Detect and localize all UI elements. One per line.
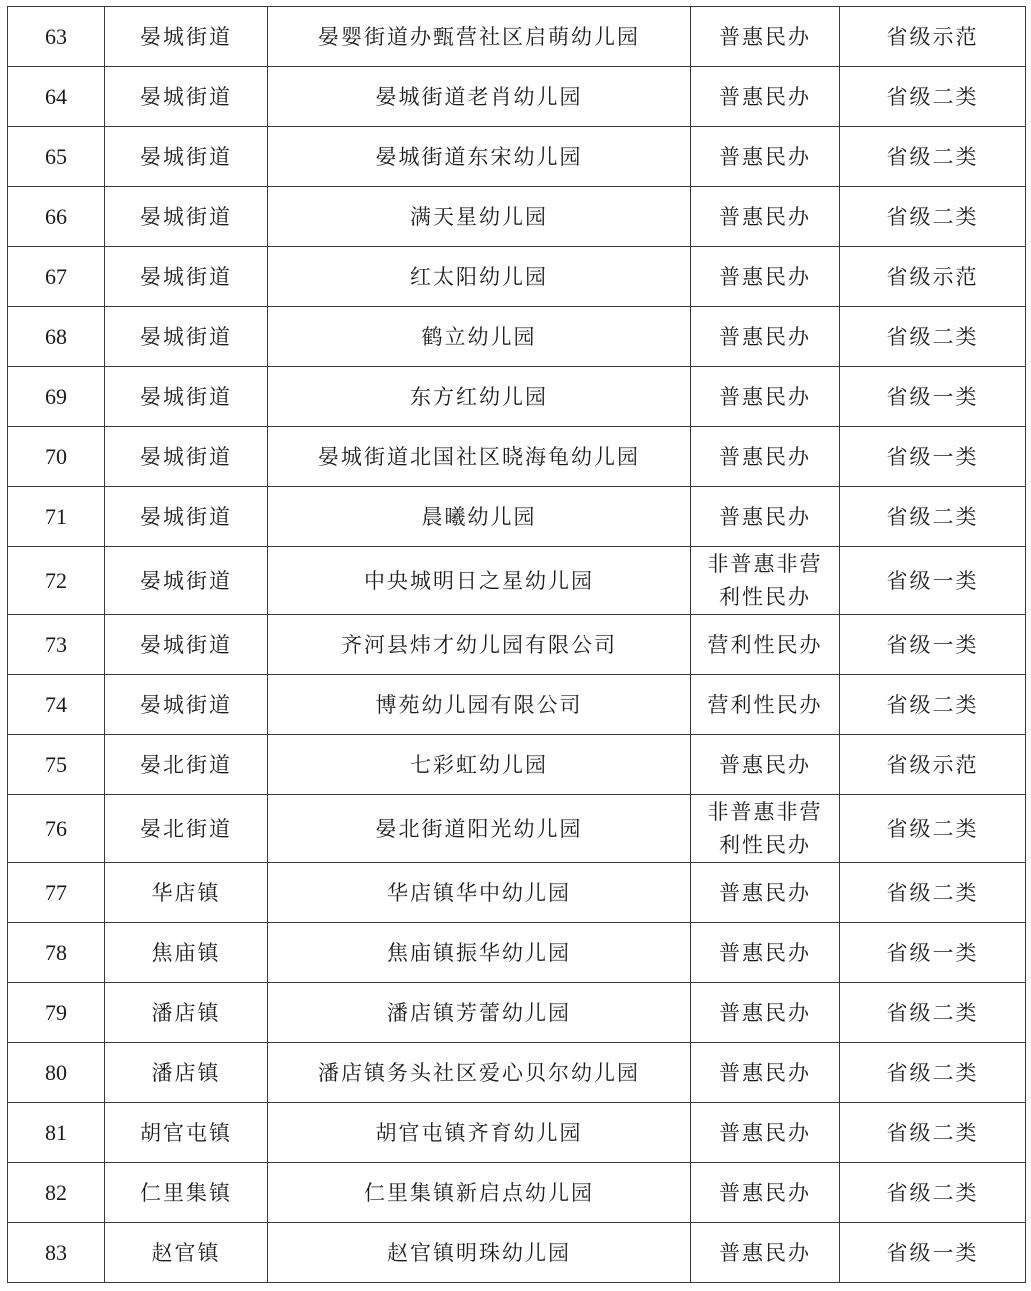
table-row <box>8 675 1026 735</box>
cell-kindergarten-name: 博苑幼儿园有限公司 <box>268 675 691 735</box>
cell-type: 普惠民办 <box>691 1163 840 1223</box>
cell-kindergarten-name: 晏婴街道办甄营社区启萌幼儿园 <box>268 7 691 67</box>
cell-type: 普惠民办 <box>691 307 840 367</box>
cell-level: 省级一类 <box>840 547 1026 615</box>
cell-kindergarten-name: 中央城明日之星幼儿园 <box>268 547 691 615</box>
table-row <box>8 547 1026 615</box>
cell-kindergarten-name: 齐河县炜才幼儿园有限公司 <box>268 615 691 675</box>
cell-number: 73 <box>8 615 105 675</box>
cell-number: 75 <box>8 735 105 795</box>
cell-kindergarten-name: 七彩虹幼儿园 <box>268 735 691 795</box>
cell-level: 省级二类 <box>840 1163 1026 1223</box>
cell-number: 63 <box>8 7 105 67</box>
cell-street: 晏城街道 <box>105 675 268 735</box>
table-row <box>8 367 1026 427</box>
cell-kindergarten-name: 晏城街道东宋幼儿园 <box>268 127 691 187</box>
cell-street: 晏城街道 <box>105 7 268 67</box>
cell-level: 省级一类 <box>840 1223 1026 1283</box>
cell-street: 赵官镇 <box>105 1223 268 1283</box>
cell-street: 潘店镇 <box>105 983 268 1043</box>
cell-type: 普惠民办 <box>691 735 840 795</box>
cell-type: 普惠民办 <box>691 367 840 427</box>
cell-level: 省级示范 <box>840 247 1026 307</box>
cell-type: 普惠民办 <box>691 247 840 307</box>
cell-level: 省级示范 <box>840 735 1026 795</box>
cell-street: 晏城街道 <box>105 67 268 127</box>
table-row <box>8 1103 1026 1163</box>
cell-kindergarten-name: 仁里集镇新启点幼儿园 <box>268 1163 691 1223</box>
cell-type: 营利性民办 <box>691 615 840 675</box>
cell-number: 82 <box>8 1163 105 1223</box>
table-row <box>8 1223 1026 1283</box>
cell-type: 非普惠非营利性民办 <box>691 795 840 863</box>
cell-type: 非普惠非营利性民办 <box>691 547 840 615</box>
table-row <box>8 863 1026 923</box>
cell-street: 晏城街道 <box>105 367 268 427</box>
table-row <box>8 7 1026 67</box>
cell-kindergarten-name: 红太阳幼儿园 <box>268 247 691 307</box>
cell-level: 省级一类 <box>840 615 1026 675</box>
cell-street: 晏城街道 <box>105 187 268 247</box>
cell-level: 省级二类 <box>840 487 1026 547</box>
cell-street: 胡官屯镇 <box>105 1103 268 1163</box>
cell-number: 80 <box>8 1043 105 1103</box>
cell-street: 晏城街道 <box>105 307 268 367</box>
cell-street: 晏城街道 <box>105 487 268 547</box>
cell-number: 72 <box>8 547 105 615</box>
cell-kindergarten-name: 赵官镇明珠幼儿园 <box>268 1223 691 1283</box>
cell-street: 焦庙镇 <box>105 923 268 983</box>
table-row <box>8 615 1026 675</box>
cell-type: 普惠民办 <box>691 427 840 487</box>
cell-number: 67 <box>8 247 105 307</box>
cell-type: 普惠民办 <box>691 7 840 67</box>
cell-number: 79 <box>8 983 105 1043</box>
cell-street: 晏城街道 <box>105 247 268 307</box>
cell-level: 省级二类 <box>840 307 1026 367</box>
cell-kindergarten-name: 焦庙镇振华幼儿园 <box>268 923 691 983</box>
cell-number: 74 <box>8 675 105 735</box>
cell-type: 普惠民办 <box>691 1223 840 1283</box>
cell-number: 78 <box>8 923 105 983</box>
cell-street: 晏北街道 <box>105 735 268 795</box>
cell-number: 81 <box>8 1103 105 1163</box>
cell-number: 77 <box>8 863 105 923</box>
cell-type: 普惠民办 <box>691 187 840 247</box>
cell-level: 省级一类 <box>840 923 1026 983</box>
cell-level: 省级一类 <box>840 427 1026 487</box>
cell-type: 普惠民办 <box>691 487 840 547</box>
cell-street: 晏北街道 <box>105 795 268 863</box>
table-row <box>8 923 1026 983</box>
cell-type: 普惠民办 <box>691 1103 840 1163</box>
cell-street: 晏城街道 <box>105 427 268 487</box>
table-row <box>8 1043 1026 1103</box>
cell-kindergarten-name: 华店镇华中幼儿园 <box>268 863 691 923</box>
cell-level: 省级二类 <box>840 1043 1026 1103</box>
cell-type: 普惠民办 <box>691 1043 840 1103</box>
cell-kindergarten-name: 晏城街道老肖幼儿园 <box>268 67 691 127</box>
cell-level: 省级二类 <box>840 983 1026 1043</box>
cell-level: 省级二类 <box>840 187 1026 247</box>
cell-kindergarten-name: 满天星幼儿园 <box>268 187 691 247</box>
cell-number: 71 <box>8 487 105 547</box>
table-row <box>8 247 1026 307</box>
table-body <box>8 7 1026 1283</box>
cell-number: 70 <box>8 427 105 487</box>
cell-level: 省级二类 <box>840 675 1026 735</box>
cell-kindergarten-name: 鹤立幼儿园 <box>268 307 691 367</box>
cell-number: 65 <box>8 127 105 187</box>
table-row <box>8 795 1026 863</box>
cell-type: 普惠民办 <box>691 923 840 983</box>
table-row <box>8 735 1026 795</box>
cell-kindergarten-name: 晏北街道阳光幼儿园 <box>268 795 691 863</box>
cell-level: 省级二类 <box>840 127 1026 187</box>
table-row <box>8 427 1026 487</box>
kindergarten-table <box>7 6 1026 1283</box>
cell-number: 66 <box>8 187 105 247</box>
cell-kindergarten-name: 晏城街道北国社区晓海龟幼儿园 <box>268 427 691 487</box>
cell-type: 营利性民办 <box>691 675 840 735</box>
cell-kindergarten-name: 潘店镇务头社区爱心贝尔幼儿园 <box>268 1043 691 1103</box>
cell-kindergarten-name: 胡官屯镇齐育幼儿园 <box>268 1103 691 1163</box>
cell-number: 69 <box>8 367 105 427</box>
cell-level: 省级二类 <box>840 1103 1026 1163</box>
cell-street: 晏城街道 <box>105 615 268 675</box>
cell-type: 普惠民办 <box>691 983 840 1043</box>
cell-street: 华店镇 <box>105 863 268 923</box>
cell-number: 83 <box>8 1223 105 1283</box>
cell-level: 省级一类 <box>840 367 1026 427</box>
cell-level: 省级二类 <box>840 67 1026 127</box>
table-row <box>8 67 1026 127</box>
cell-type: 普惠民办 <box>691 863 840 923</box>
table-row <box>8 127 1026 187</box>
cell-kindergarten-name: 晨曦幼儿园 <box>268 487 691 547</box>
cell-type: 普惠民办 <box>691 127 840 187</box>
table-row <box>8 187 1026 247</box>
table-row <box>8 487 1026 547</box>
cell-street: 潘店镇 <box>105 1043 268 1103</box>
cell-kindergarten-name: 东方红幼儿园 <box>268 367 691 427</box>
cell-level: 省级二类 <box>840 795 1026 863</box>
table-row <box>8 1163 1026 1223</box>
cell-street: 晏城街道 <box>105 547 268 615</box>
cell-kindergarten-name: 潘店镇芳蕾幼儿园 <box>268 983 691 1043</box>
table-row <box>8 307 1026 367</box>
cell-street: 仁里集镇 <box>105 1163 268 1223</box>
table-row <box>8 983 1026 1043</box>
cell-number: 64 <box>8 67 105 127</box>
cell-number: 68 <box>8 307 105 367</box>
cell-number: 76 <box>8 795 105 863</box>
cell-level: 省级二类 <box>840 863 1026 923</box>
cell-type: 普惠民办 <box>691 67 840 127</box>
cell-level: 省级示范 <box>840 7 1026 67</box>
cell-street: 晏城街道 <box>105 127 268 187</box>
